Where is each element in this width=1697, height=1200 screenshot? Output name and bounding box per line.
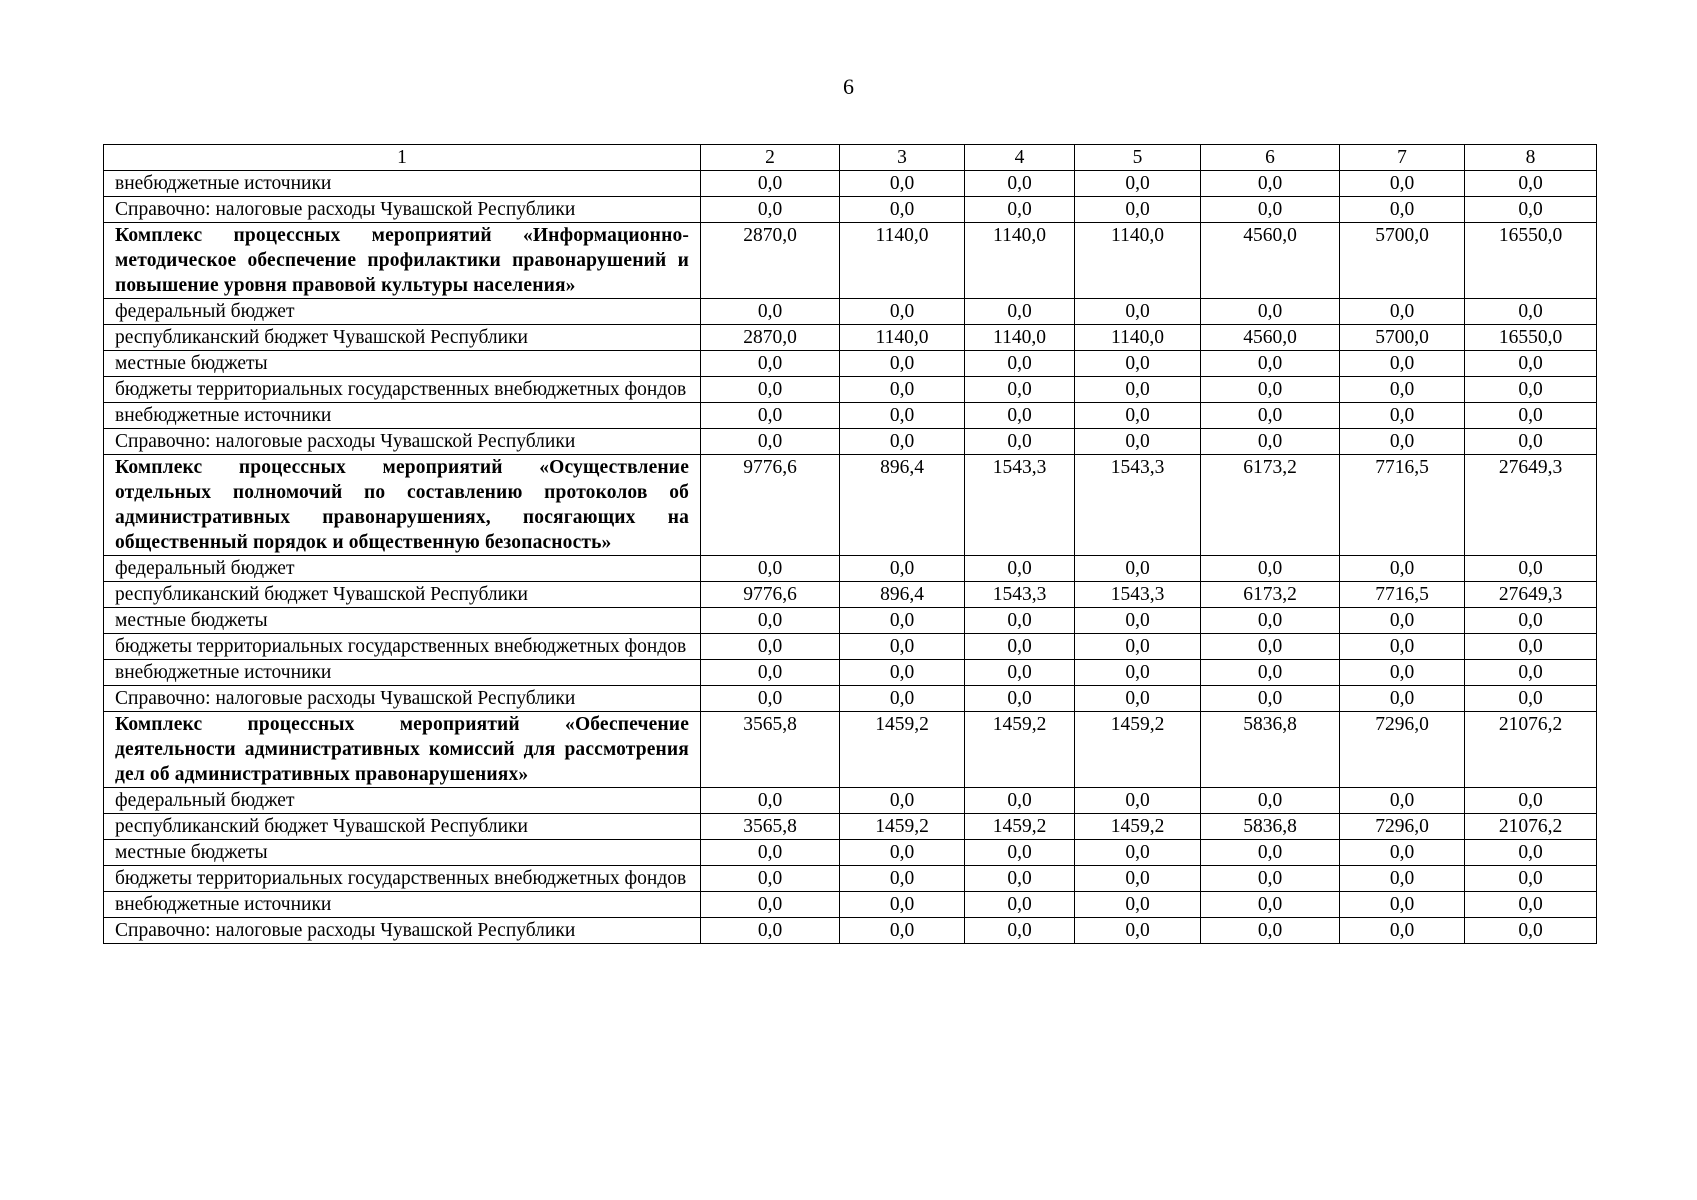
row-value: 4560,0 — [1201, 223, 1340, 299]
row-value: 0,0 — [1075, 918, 1201, 944]
row-value: 0,0 — [1340, 556, 1465, 582]
row-value: 0,0 — [1201, 403, 1340, 429]
row-value: 0,0 — [1465, 556, 1597, 582]
row-value: 0,0 — [1340, 299, 1465, 325]
table-row-source — [104, 582, 1597, 608]
row-value: 896,4 — [840, 455, 965, 556]
table-row-source — [104, 788, 1597, 814]
row-value: 0,0 — [965, 556, 1075, 582]
row-value: 0,0 — [701, 686, 840, 712]
row-value: 0,0 — [965, 634, 1075, 660]
row-value: 0,0 — [701, 918, 840, 944]
row-value: 9776,6 — [701, 455, 840, 556]
row-value: 0,0 — [1201, 660, 1340, 686]
row-value: 0,0 — [840, 197, 965, 223]
row-value: 0,0 — [1340, 377, 1465, 403]
row-value: 1543,3 — [1075, 455, 1201, 556]
row-value: 0,0 — [701, 556, 840, 582]
row-value: 6173,2 — [1201, 582, 1340, 608]
row-value: 0,0 — [1340, 660, 1465, 686]
row-value: 7716,5 — [1340, 582, 1465, 608]
row-value: 0,0 — [1465, 299, 1597, 325]
row-value: 27649,3 — [1465, 455, 1597, 556]
row-value: 0,0 — [701, 351, 840, 377]
row-value: 0,0 — [965, 918, 1075, 944]
row-value: 2870,0 — [701, 325, 840, 351]
row-label: местные бюджеты — [104, 840, 701, 866]
row-value: 1140,0 — [965, 325, 1075, 351]
row-value: 0,0 — [965, 171, 1075, 197]
row-value: 3565,8 — [701, 814, 840, 840]
table-row-source — [104, 351, 1597, 377]
row-value: 0,0 — [701, 866, 840, 892]
row-value: 0,0 — [1201, 171, 1340, 197]
row-value: 0,0 — [701, 299, 840, 325]
row-value: 0,0 — [1201, 351, 1340, 377]
row-value: 0,0 — [840, 918, 965, 944]
row-value: 0,0 — [1075, 197, 1201, 223]
row-value: 0,0 — [965, 351, 1075, 377]
row-value: 0,0 — [840, 840, 965, 866]
row-value: 0,0 — [965, 197, 1075, 223]
row-value: 1140,0 — [1075, 325, 1201, 351]
row-value: 0,0 — [701, 608, 840, 634]
table-row-source — [104, 325, 1597, 351]
row-value: 0,0 — [1075, 403, 1201, 429]
row-value: 0,0 — [1075, 299, 1201, 325]
row-value: 0,0 — [1201, 429, 1340, 455]
row-label: внебюджетные источники — [104, 892, 701, 918]
row-value: 0,0 — [1201, 892, 1340, 918]
row-value: 0,0 — [1340, 429, 1465, 455]
row-value: 7296,0 — [1340, 712, 1465, 788]
table-row-source — [104, 840, 1597, 866]
row-value: 0,0 — [965, 377, 1075, 403]
table-body — [104, 171, 1597, 944]
row-value: 16550,0 — [1465, 325, 1597, 351]
row-value: 0,0 — [701, 429, 840, 455]
row-value: 0,0 — [1075, 556, 1201, 582]
row-value: 0,0 — [965, 892, 1075, 918]
row-value: 0,0 — [840, 171, 965, 197]
row-value: 1459,2 — [965, 814, 1075, 840]
row-label: внебюджетные источники — [104, 403, 701, 429]
row-value: 0,0 — [1465, 351, 1597, 377]
row-value: 1459,2 — [965, 712, 1075, 788]
row-label: Справочно: налоговые расходы Чувашской Республики — [104, 686, 701, 712]
row-value: 7716,5 — [1340, 455, 1465, 556]
row-value: 0,0 — [1075, 892, 1201, 918]
row-value: 0,0 — [1075, 788, 1201, 814]
row-value: 0,0 — [965, 403, 1075, 429]
row-value: 4560,0 — [1201, 325, 1340, 351]
table-row-source — [104, 814, 1597, 840]
row-value: 0,0 — [1465, 634, 1597, 660]
row-value: 1140,0 — [965, 223, 1075, 299]
row-value: 6173,2 — [1201, 455, 1340, 556]
row-label: республиканский бюджет Чувашской Республики — [104, 814, 701, 840]
row-value: 0,0 — [1201, 556, 1340, 582]
row-value: 0,0 — [1075, 840, 1201, 866]
table-row-source — [104, 171, 1597, 197]
row-value: 5700,0 — [1340, 325, 1465, 351]
table-row-source — [104, 918, 1597, 944]
row-value: 0,0 — [1075, 608, 1201, 634]
row-value: 0,0 — [965, 686, 1075, 712]
row-value: 0,0 — [1465, 403, 1597, 429]
row-value: 896,4 — [840, 582, 965, 608]
row-value: 0,0 — [1465, 840, 1597, 866]
row-value: 0,0 — [965, 866, 1075, 892]
budget-table — [103, 144, 1597, 944]
row-value: 0,0 — [1201, 686, 1340, 712]
row-value: 0,0 — [1201, 788, 1340, 814]
column-header: 1 — [104, 145, 701, 171]
row-value: 5836,8 — [1201, 712, 1340, 788]
row-label: республиканский бюджет Чувашской Республики — [104, 325, 701, 351]
row-value: 1543,3 — [965, 455, 1075, 556]
row-value: 21076,2 — [1465, 712, 1597, 788]
row-value: 27649,3 — [1465, 582, 1597, 608]
row-value: 0,0 — [1465, 429, 1597, 455]
row-value: 1140,0 — [1075, 223, 1201, 299]
row-value: 0,0 — [1201, 634, 1340, 660]
table-row-source — [104, 866, 1597, 892]
table-row-source — [104, 660, 1597, 686]
row-value: 0,0 — [1201, 840, 1340, 866]
column-header: 3 — [840, 145, 965, 171]
row-label: республиканский бюджет Чувашской Республики — [104, 582, 701, 608]
row-value: 0,0 — [965, 660, 1075, 686]
row-value: 0,0 — [701, 788, 840, 814]
table-row-source — [104, 299, 1597, 325]
table-row-source — [104, 892, 1597, 918]
row-value: 0,0 — [1340, 351, 1465, 377]
row-value: 1140,0 — [840, 223, 965, 299]
row-value: 0,0 — [1075, 866, 1201, 892]
table-row-source — [104, 634, 1597, 660]
column-header: 7 — [1340, 145, 1465, 171]
row-value: 0,0 — [840, 403, 965, 429]
table-row-source — [104, 429, 1597, 455]
row-label: внебюджетные источники — [104, 171, 701, 197]
row-value: 0,0 — [1075, 171, 1201, 197]
row-value: 0,0 — [1340, 686, 1465, 712]
row-value: 0,0 — [1340, 866, 1465, 892]
row-value: 0,0 — [840, 429, 965, 455]
row-value: 7296,0 — [1340, 814, 1465, 840]
row-value: 0,0 — [1465, 660, 1597, 686]
row-value: 0,0 — [840, 299, 965, 325]
row-label: бюджеты территориальных государственных внебюджетных фондов — [104, 634, 701, 660]
row-value: 0,0 — [1075, 686, 1201, 712]
row-value: 16550,0 — [1465, 223, 1597, 299]
table-row-source — [104, 197, 1597, 223]
row-value: 0,0 — [1465, 377, 1597, 403]
table-row-source — [104, 403, 1597, 429]
row-label: бюджеты территориальных государственных внебюджетных фондов — [104, 866, 701, 892]
row-value: 5700,0 — [1340, 223, 1465, 299]
row-value: 0,0 — [1075, 660, 1201, 686]
row-value: 0,0 — [1465, 197, 1597, 223]
row-value: 0,0 — [840, 686, 965, 712]
row-value: 0,0 — [1075, 351, 1201, 377]
row-label: местные бюджеты — [104, 608, 701, 634]
row-value: 0,0 — [701, 660, 840, 686]
row-value: 0,0 — [701, 634, 840, 660]
row-value: 0,0 — [1340, 892, 1465, 918]
row-value: 1459,2 — [1075, 814, 1201, 840]
row-value: 0,0 — [1465, 608, 1597, 634]
row-value: 0,0 — [1340, 788, 1465, 814]
row-value: 0,0 — [840, 866, 965, 892]
table-row-source — [104, 377, 1597, 403]
row-value: 0,0 — [1201, 918, 1340, 944]
row-value: 0,0 — [701, 197, 840, 223]
table-row-program — [104, 223, 1597, 299]
page-number: 6 — [843, 74, 854, 99]
row-value: 0,0 — [1465, 686, 1597, 712]
row-value: 0,0 — [1201, 866, 1340, 892]
row-value: 1459,2 — [840, 814, 965, 840]
row-label: Справочно: налоговые расходы Чувашской Республики — [104, 918, 701, 944]
row-value: 1140,0 — [840, 325, 965, 351]
row-value: 1543,3 — [1075, 582, 1201, 608]
row-value: 0,0 — [701, 840, 840, 866]
row-value: 0,0 — [1465, 892, 1597, 918]
row-value: 3565,8 — [701, 712, 840, 788]
row-label: Комплекс процессных мероприятий «Информационно-методическое обеспечение профилактики правонарушений и повышение уровня правовой культуры населения» — [104, 223, 701, 299]
row-value: 0,0 — [1340, 634, 1465, 660]
row-label: местные бюджеты — [104, 351, 701, 377]
row-value: 1459,2 — [840, 712, 965, 788]
column-header: 8 — [1465, 145, 1597, 171]
row-value: 0,0 — [1465, 171, 1597, 197]
row-label: федеральный бюджет — [104, 299, 701, 325]
row-label: бюджеты территориальных государственных внебюджетных фондов — [104, 377, 701, 403]
column-header: 2 — [701, 145, 840, 171]
table-row-source — [104, 556, 1597, 582]
row-value: 0,0 — [840, 892, 965, 918]
row-value: 0,0 — [840, 788, 965, 814]
row-value: 0,0 — [1340, 403, 1465, 429]
row-value: 0,0 — [1340, 197, 1465, 223]
row-value: 0,0 — [965, 608, 1075, 634]
row-value: 0,0 — [840, 351, 965, 377]
row-value: 0,0 — [1340, 918, 1465, 944]
row-value: 0,0 — [701, 377, 840, 403]
row-value: 0,0 — [1075, 634, 1201, 660]
row-label: федеральный бюджет — [104, 788, 701, 814]
row-value: 1459,2 — [1075, 712, 1201, 788]
row-value: 0,0 — [965, 840, 1075, 866]
row-value: 0,0 — [701, 403, 840, 429]
row-value: 0,0 — [965, 788, 1075, 814]
row-value: 0,0 — [840, 634, 965, 660]
row-value: 0,0 — [840, 377, 965, 403]
column-header: 6 — [1201, 145, 1340, 171]
table-header — [104, 145, 1597, 171]
row-value: 2870,0 — [701, 223, 840, 299]
row-value: 0,0 — [840, 608, 965, 634]
row-value: 0,0 — [1075, 429, 1201, 455]
row-value: 0,0 — [1201, 608, 1340, 634]
row-value: 0,0 — [701, 171, 840, 197]
row-label: Справочно: налоговые расходы Чувашской Республики — [104, 429, 701, 455]
row-label: федеральный бюджет — [104, 556, 701, 582]
table-row-source — [104, 686, 1597, 712]
table-row-program — [104, 712, 1597, 788]
header-row — [104, 145, 1597, 171]
row-value: 0,0 — [840, 660, 965, 686]
row-value: 0,0 — [1465, 866, 1597, 892]
row-value: 21076,2 — [1465, 814, 1597, 840]
column-header: 5 — [1075, 145, 1201, 171]
row-value: 0,0 — [1075, 377, 1201, 403]
row-value: 9776,6 — [701, 582, 840, 608]
row-value: 0,0 — [701, 892, 840, 918]
table-row-source — [104, 608, 1597, 634]
row-label: внебюджетные источники — [104, 660, 701, 686]
row-value: 0,0 — [1340, 171, 1465, 197]
row-label: Комплекс процессных мероприятий «Осуществление отдельных полномочий по составлению протоколов об административных правонарушениях, посягающих на общественный порядок и общественную безопасность» — [104, 455, 701, 556]
column-header: 4 — [965, 145, 1075, 171]
row-value: 1543,3 — [965, 582, 1075, 608]
row-value: 0,0 — [1340, 840, 1465, 866]
row-value: 0,0 — [1465, 918, 1597, 944]
row-label: Комплекс процессных мероприятий «Обеспечение деятельности административных комиссий для рассмотрения дел об административных правонарушениях» — [104, 712, 701, 788]
table-row-program — [104, 455, 1597, 556]
row-value: 0,0 — [1201, 197, 1340, 223]
row-value: 5836,8 — [1201, 814, 1340, 840]
row-value: 0,0 — [965, 429, 1075, 455]
row-value: 0,0 — [840, 556, 965, 582]
row-value: 0,0 — [1201, 299, 1340, 325]
row-value: 0,0 — [1465, 788, 1597, 814]
row-label: Справочно: налоговые расходы Чувашской Республики — [104, 197, 701, 223]
row-value: 0,0 — [965, 299, 1075, 325]
row-value: 0,0 — [1201, 377, 1340, 403]
row-value: 0,0 — [1340, 608, 1465, 634]
